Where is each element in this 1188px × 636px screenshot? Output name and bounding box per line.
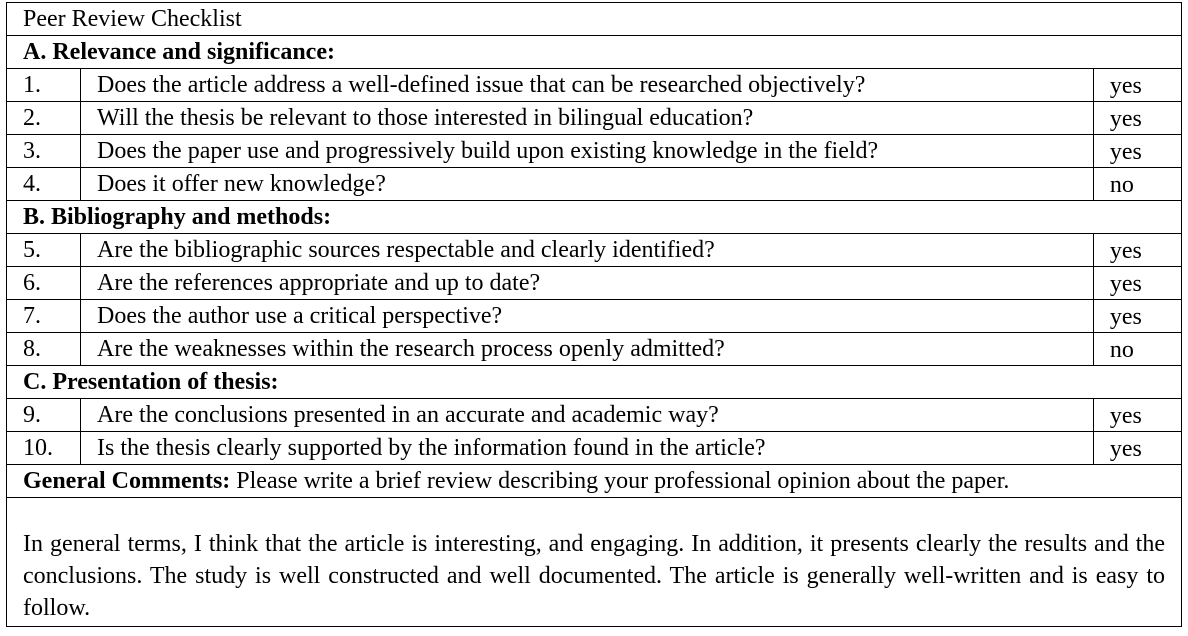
item-number: 8. [7, 333, 81, 366]
item-number: 7. [7, 300, 81, 333]
checklist-table [6, 2, 1182, 627]
item-number: 5. [7, 234, 81, 267]
checklist-row [7, 69, 1182, 102]
peer-review-checklist [6, 2, 1182, 630]
checklist-row [7, 267, 1182, 300]
section-heading: B. Bibliography and methods: [7, 201, 1182, 234]
general-comments-header [7, 465, 1182, 498]
comment-box [7, 498, 1182, 627]
comment-row [7, 498, 1182, 627]
comment-text: In general terms, I think that the article is interesting, and engaging. In addition, it presents clearly the results and the conclusions. The study is well constructed and well documented. The article is generally well-written and is easy to follow. [23, 531, 1165, 621]
item-answer: yes [1093, 432, 1181, 465]
item-answer: yes [1093, 267, 1181, 300]
checklist-row [7, 432, 1182, 465]
general-comments-prompt: Please write a brief review describing your professional opinion about the paper. [230, 468, 1010, 494]
checklist-row [7, 168, 1182, 201]
item-question: Does the article address a well-defined issue that can be researched objectively? [81, 69, 1094, 102]
item-number: 4. [7, 168, 81, 201]
item-answer: no [1093, 333, 1181, 366]
item-answer: yes [1093, 300, 1181, 333]
checklist-row [7, 135, 1182, 168]
checklist-row [7, 234, 1182, 267]
item-answer: yes [1093, 69, 1181, 102]
general-comments-label: General Comments: [23, 468, 231, 494]
title-row [7, 3, 1182, 36]
item-question: Are the bibliographic sources respectable and clearly identified? [81, 234, 1094, 267]
section-heading: A. Relevance and significance: [7, 36, 1182, 69]
item-question: Does it offer new knowledge? [81, 168, 1094, 201]
checklist-row [7, 399, 1182, 432]
section-heading: C. Presentation of thesis: [7, 366, 1182, 399]
item-question: Does the author use a critical perspective? [81, 300, 1094, 333]
item-question: Does the paper use and progressively build upon existing knowledge in the field? [81, 135, 1094, 168]
item-answer: yes [1093, 135, 1181, 168]
item-number: 9. [7, 399, 81, 432]
section-heading-row [7, 366, 1182, 399]
item-answer: no [1093, 168, 1181, 201]
checklist-row [7, 102, 1182, 135]
item-question: Are the weaknesses within the research process openly admitted? [81, 333, 1094, 366]
checklist-row [7, 300, 1182, 333]
item-number: 1. [7, 69, 81, 102]
checklist-title: Peer Review Checklist [7, 3, 1182, 36]
item-number: 2. [7, 102, 81, 135]
section-heading-row [7, 201, 1182, 234]
item-number: 6. [7, 267, 81, 300]
section-heading-row [7, 36, 1182, 69]
item-question: Will the thesis be relevant to those interested in bilingual education? [81, 102, 1094, 135]
item-number: 10. [7, 432, 81, 465]
checklist-row [7, 333, 1182, 366]
item-question: Are the conclusions presented in an accurate and academic way? [81, 399, 1094, 432]
item-answer: yes [1093, 399, 1181, 432]
item-number: 3. [7, 135, 81, 168]
item-answer: yes [1093, 102, 1181, 135]
item-answer: yes [1093, 234, 1181, 267]
general-comments-row [7, 465, 1182, 498]
item-question: Is the thesis clearly supported by the information found in the article? [81, 432, 1094, 465]
item-question: Are the references appropriate and up to date? [81, 267, 1094, 300]
